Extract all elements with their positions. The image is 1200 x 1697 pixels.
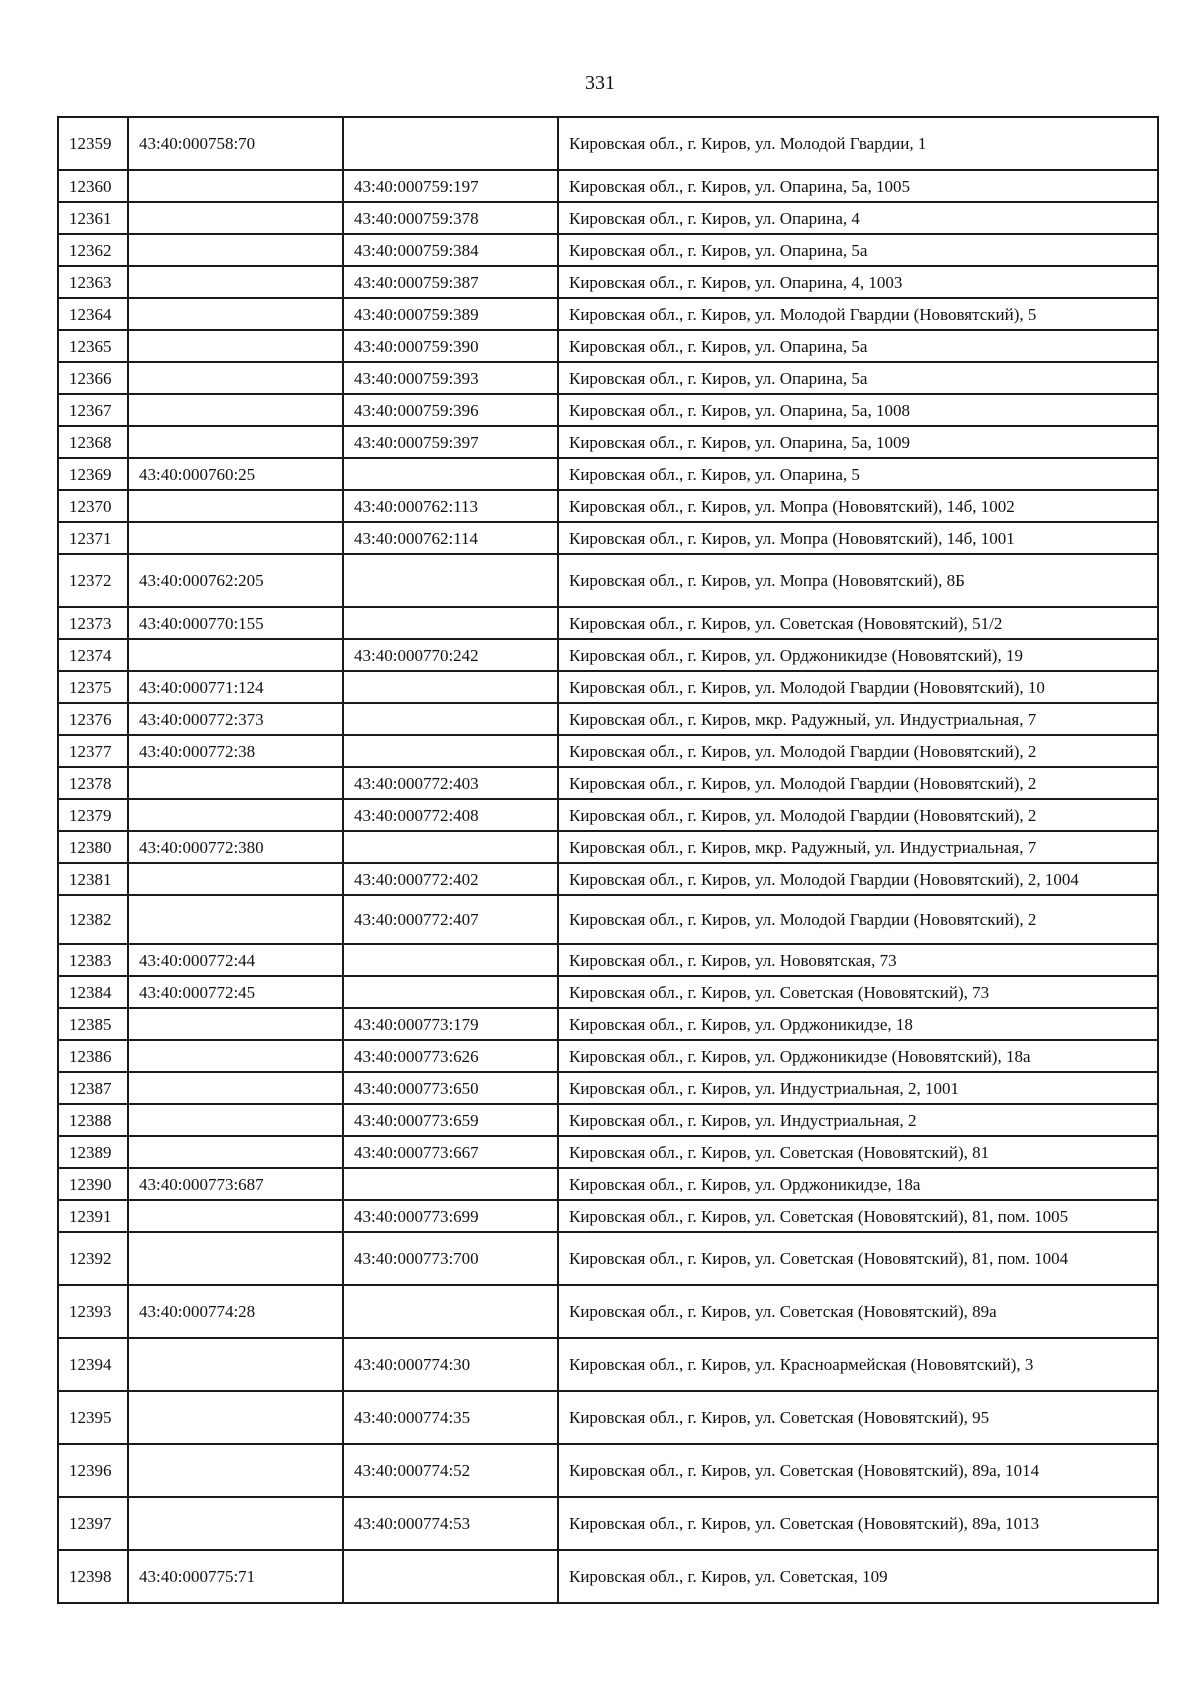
cadastral-number-cell bbox=[128, 1072, 343, 1104]
cadastral-number-cell: 43:40:000760:25 bbox=[128, 458, 343, 490]
cadastral-number-cell bbox=[128, 1008, 343, 1040]
row-number-cell: 12396 bbox=[58, 1444, 128, 1497]
cadastral-number-cell bbox=[128, 767, 343, 799]
row-number-cell: 12368 bbox=[58, 426, 128, 458]
object-cadastral-number-cell: 43:40:000772:402 bbox=[343, 863, 558, 895]
address-cell: Кировская обл., г. Киров, ул. Советская (Нововятский), 73 bbox=[558, 976, 1158, 1008]
object-cadastral-number-cell bbox=[343, 735, 558, 767]
cadastral-table bbox=[57, 116, 1159, 1604]
address-cell: Кировская обл., г. Киров, ул. Советская (Нововятский), 81, пом. 1004 bbox=[558, 1232, 1158, 1285]
address-cell: Кировская обл., г. Киров, мкр. Радужный, ул. Индустриальная, 7 bbox=[558, 831, 1158, 863]
row-number-cell: 12382 bbox=[58, 895, 128, 944]
cadastral-number-cell bbox=[128, 266, 343, 298]
table-row bbox=[58, 799, 1158, 831]
object-cadastral-number-cell: 43:40:000759:393 bbox=[343, 362, 558, 394]
object-cadastral-number-cell: 43:40:000759:387 bbox=[343, 266, 558, 298]
object-cadastral-number-cell: 43:40:000759:396 bbox=[343, 394, 558, 426]
cadastral-number-cell: 43:40:000758:70 bbox=[128, 117, 343, 170]
row-number-cell: 12362 bbox=[58, 234, 128, 266]
object-cadastral-number-cell bbox=[343, 671, 558, 703]
table-row bbox=[58, 703, 1158, 735]
row-number-cell: 12398 bbox=[58, 1550, 128, 1603]
address-cell: Кировская обл., г. Киров, ул. Молодой Гвардии (Нововятский), 5 bbox=[558, 298, 1158, 330]
table-row bbox=[58, 735, 1158, 767]
table-body bbox=[58, 117, 1158, 1603]
row-number-cell: 12373 bbox=[58, 607, 128, 639]
table-row bbox=[58, 976, 1158, 1008]
table-row bbox=[58, 1168, 1158, 1200]
table-row bbox=[58, 1232, 1158, 1285]
row-number-cell: 12361 bbox=[58, 202, 128, 234]
row-number-cell: 12380 bbox=[58, 831, 128, 863]
table-row bbox=[58, 458, 1158, 490]
object-cadastral-number-cell: 43:40:000772:407 bbox=[343, 895, 558, 944]
table-row bbox=[58, 490, 1158, 522]
address-cell: Кировская обл., г. Киров, ул. Советская (Нововятский), 51/2 bbox=[558, 607, 1158, 639]
cadastral-number-cell bbox=[128, 362, 343, 394]
object-cadastral-number-cell: 43:40:000774:52 bbox=[343, 1444, 558, 1497]
address-cell: Кировская обл., г. Киров, ул. Советская (Нововятский), 81, пом. 1005 bbox=[558, 1200, 1158, 1232]
address-cell: Кировская обл., г. Киров, ул. Нововятская, 73 bbox=[558, 944, 1158, 976]
row-number-cell: 12366 bbox=[58, 362, 128, 394]
row-number-cell: 12367 bbox=[58, 394, 128, 426]
cadastral-number-cell bbox=[128, 298, 343, 330]
object-cadastral-number-cell: 43:40:000774:53 bbox=[343, 1497, 558, 1550]
address-cell: Кировская обл., г. Киров, ул. Опарина, 5а bbox=[558, 330, 1158, 362]
cadastral-number-cell: 43:40:000772:45 bbox=[128, 976, 343, 1008]
address-cell: Кировская обл., г. Киров, ул. Мопра (Нововятский), 8Б bbox=[558, 554, 1158, 607]
table-row bbox=[58, 426, 1158, 458]
object-cadastral-number-cell: 43:40:000759:389 bbox=[343, 298, 558, 330]
table-row bbox=[58, 394, 1158, 426]
object-cadastral-number-cell: 43:40:000772:403 bbox=[343, 767, 558, 799]
address-cell: Кировская обл., г. Киров, ул. Советская (Нововятский), 95 bbox=[558, 1391, 1158, 1444]
row-number-cell: 12397 bbox=[58, 1497, 128, 1550]
cadastral-number-cell bbox=[128, 639, 343, 671]
address-cell: Кировская обл., г. Киров, ул. Советская (Нововятский), 89а bbox=[558, 1285, 1158, 1338]
object-cadastral-number-cell: 43:40:000762:113 bbox=[343, 490, 558, 522]
object-cadastral-number-cell bbox=[343, 831, 558, 863]
table-row bbox=[58, 944, 1158, 976]
address-cell: Кировская обл., г. Киров, ул. Молодой Гвардии (Нововятский), 2 bbox=[558, 799, 1158, 831]
address-cell: Кировская обл., г. Киров, ул. Опарина, 5а, 1009 bbox=[558, 426, 1158, 458]
address-cell: Кировская обл., г. Киров, ул. Орджоникидзе (Нововятский), 18а bbox=[558, 1040, 1158, 1072]
cadastral-number-cell: 43:40:000772:38 bbox=[128, 735, 343, 767]
table-row bbox=[58, 863, 1158, 895]
cadastral-number-cell bbox=[128, 522, 343, 554]
cadastral-number-cell: 43:40:000775:71 bbox=[128, 1550, 343, 1603]
table-row bbox=[58, 117, 1158, 170]
page-number: 331 bbox=[585, 72, 615, 94]
address-cell: Кировская обл., г. Киров, ул. Опарина, 4 bbox=[558, 202, 1158, 234]
table-row bbox=[58, 1200, 1158, 1232]
cadastral-number-cell: 43:40:000770:155 bbox=[128, 607, 343, 639]
cadastral-number-cell bbox=[128, 202, 343, 234]
cadastral-number-cell: 43:40:000774:28 bbox=[128, 1285, 343, 1338]
table-row bbox=[58, 607, 1158, 639]
address-cell: Кировская обл., г. Киров, ул. Опарина, 5а bbox=[558, 362, 1158, 394]
row-number-cell: 12359 bbox=[58, 117, 128, 170]
object-cadastral-number-cell bbox=[343, 1285, 558, 1338]
cadastral-number-cell: 43:40:000772:44 bbox=[128, 944, 343, 976]
table-row bbox=[58, 1008, 1158, 1040]
object-cadastral-number-cell: 43:40:000759:378 bbox=[343, 202, 558, 234]
table-row bbox=[58, 170, 1158, 202]
object-cadastral-number-cell: 43:40:000773:659 bbox=[343, 1104, 558, 1136]
object-cadastral-number-cell: 43:40:000762:114 bbox=[343, 522, 558, 554]
cadastral-number-cell bbox=[128, 1232, 343, 1285]
address-cell: Кировская обл., г. Киров, ул. Советская (Нововятский), 89а, 1013 bbox=[558, 1497, 1158, 1550]
row-number-cell: 12384 bbox=[58, 976, 128, 1008]
object-cadastral-number-cell bbox=[343, 554, 558, 607]
row-number-cell: 12389 bbox=[58, 1136, 128, 1168]
row-number-cell: 12369 bbox=[58, 458, 128, 490]
cadastral-number-cell: 43:40:000772:373 bbox=[128, 703, 343, 735]
object-cadastral-number-cell: 43:40:000773:650 bbox=[343, 1072, 558, 1104]
cadastral-number-cell bbox=[128, 1040, 343, 1072]
row-number-cell: 12394 bbox=[58, 1338, 128, 1391]
table-row bbox=[58, 1550, 1158, 1603]
row-number-cell: 12393 bbox=[58, 1285, 128, 1338]
table-row bbox=[58, 895, 1158, 944]
object-cadastral-number-cell: 43:40:000759:390 bbox=[343, 330, 558, 362]
row-number-cell: 12377 bbox=[58, 735, 128, 767]
cadastral-number-cell bbox=[128, 234, 343, 266]
row-number-cell: 12383 bbox=[58, 944, 128, 976]
row-number-cell: 12374 bbox=[58, 639, 128, 671]
table-row bbox=[58, 1285, 1158, 1338]
address-cell: Кировская обл., г. Киров, ул. Советская (Нововятский), 89а, 1014 bbox=[558, 1444, 1158, 1497]
cadastral-number-cell: 43:40:000771:124 bbox=[128, 671, 343, 703]
table-row bbox=[58, 671, 1158, 703]
object-cadastral-number-cell: 43:40:000773:699 bbox=[343, 1200, 558, 1232]
row-number-cell: 12387 bbox=[58, 1072, 128, 1104]
row-number-cell: 12390 bbox=[58, 1168, 128, 1200]
row-number-cell: 12360 bbox=[58, 170, 128, 202]
address-cell: Кировская обл., г. Киров, ул. Опарина, 5а, 1005 bbox=[558, 170, 1158, 202]
cadastral-number-cell bbox=[128, 1338, 343, 1391]
row-number-cell: 12391 bbox=[58, 1200, 128, 1232]
cadastral-number-cell: 43:40:000772:380 bbox=[128, 831, 343, 863]
cadastral-number-cell: 43:40:000773:687 bbox=[128, 1168, 343, 1200]
row-number-cell: 12365 bbox=[58, 330, 128, 362]
cadastral-number-cell bbox=[128, 490, 343, 522]
address-cell: Кировская обл., г. Киров, ул. Красноармейская (Нововятский), 3 bbox=[558, 1338, 1158, 1391]
object-cadastral-number-cell: 43:40:000774:30 bbox=[343, 1338, 558, 1391]
table-row bbox=[58, 330, 1158, 362]
cadastral-number-cell bbox=[128, 895, 343, 944]
table-row bbox=[58, 234, 1158, 266]
table-row bbox=[58, 554, 1158, 607]
address-cell: Кировская обл., г. Киров, ул. Опарина, 5а, 1008 bbox=[558, 394, 1158, 426]
object-cadastral-number-cell: 43:40:000773:667 bbox=[343, 1136, 558, 1168]
object-cadastral-number-cell bbox=[343, 703, 558, 735]
cadastral-number-cell bbox=[128, 330, 343, 362]
row-number-cell: 12371 bbox=[58, 522, 128, 554]
table-row bbox=[58, 522, 1158, 554]
row-number-cell: 12364 bbox=[58, 298, 128, 330]
cadastral-number-cell bbox=[128, 170, 343, 202]
address-cell: Кировская обл., г. Киров, ул. Молодой Гвардии, 1 bbox=[558, 117, 1158, 170]
table-row bbox=[58, 298, 1158, 330]
address-cell: Кировская обл., г. Киров, ул. Опарина, 5 bbox=[558, 458, 1158, 490]
row-number-cell: 12376 bbox=[58, 703, 128, 735]
object-cadastral-number-cell: 43:40:000759:197 bbox=[343, 170, 558, 202]
object-cadastral-number-cell: 43:40:000759:397 bbox=[343, 426, 558, 458]
table-row bbox=[58, 1497, 1158, 1550]
cadastral-number-cell bbox=[128, 1104, 343, 1136]
row-number-cell: 12386 bbox=[58, 1040, 128, 1072]
cadastral-number-cell bbox=[128, 1136, 343, 1168]
object-cadastral-number-cell: 43:40:000773:700 bbox=[343, 1232, 558, 1285]
object-cadastral-number-cell: 43:40:000773:626 bbox=[343, 1040, 558, 1072]
table-row bbox=[58, 1444, 1158, 1497]
table-row bbox=[58, 1136, 1158, 1168]
table-row bbox=[58, 1104, 1158, 1136]
row-number-cell: 12388 bbox=[58, 1104, 128, 1136]
cadastral-number-cell bbox=[128, 394, 343, 426]
address-cell: Кировская обл., г. Киров, ул. Молодой Гвардии (Нововятский), 2 bbox=[558, 767, 1158, 799]
row-number-cell: 12381 bbox=[58, 863, 128, 895]
table-row bbox=[58, 362, 1158, 394]
object-cadastral-number-cell bbox=[343, 1168, 558, 1200]
row-number-cell: 12363 bbox=[58, 266, 128, 298]
cadastral-number-cell bbox=[128, 863, 343, 895]
row-number-cell: 12379 bbox=[58, 799, 128, 831]
address-cell: Кировская обл., г. Киров, ул. Орджоникидзе, 18а bbox=[558, 1168, 1158, 1200]
row-number-cell: 12385 bbox=[58, 1008, 128, 1040]
cadastral-number-cell bbox=[128, 426, 343, 458]
object-cadastral-number-cell: 43:40:000772:408 bbox=[343, 799, 558, 831]
table-row bbox=[58, 831, 1158, 863]
row-number-cell: 12378 bbox=[58, 767, 128, 799]
address-cell: Кировская обл., г. Киров, ул. Мопра (Нововятский), 14б, 1001 bbox=[558, 522, 1158, 554]
object-cadastral-number-cell bbox=[343, 976, 558, 1008]
table-row bbox=[58, 1040, 1158, 1072]
cadastral-number-cell bbox=[128, 1497, 343, 1550]
object-cadastral-number-cell bbox=[343, 117, 558, 170]
table-row bbox=[58, 1391, 1158, 1444]
address-cell: Кировская обл., г. Киров, ул. Молодой Гвардии (Нововятский), 2, 1004 bbox=[558, 863, 1158, 895]
object-cadastral-number-cell bbox=[343, 607, 558, 639]
address-cell: Кировская обл., г. Киров, ул. Молодой Гвардии (Нововятский), 10 bbox=[558, 671, 1158, 703]
object-cadastral-number-cell bbox=[343, 1550, 558, 1603]
address-cell: Кировская обл., г. Киров, ул. Орджоникидзе (Нововятский), 19 bbox=[558, 639, 1158, 671]
table-row bbox=[58, 1072, 1158, 1104]
address-cell: Кировская обл., г. Киров, ул. Советская (Нововятский), 81 bbox=[558, 1136, 1158, 1168]
cadastral-number-cell bbox=[128, 1391, 343, 1444]
table-row bbox=[58, 202, 1158, 234]
object-cadastral-number-cell bbox=[343, 944, 558, 976]
row-number-cell: 12395 bbox=[58, 1391, 128, 1444]
address-cell: Кировская обл., г. Киров, ул. Опарина, 4, 1003 bbox=[558, 266, 1158, 298]
address-cell: Кировская обл., г. Киров, ул. Мопра (Нововятский), 14б, 1002 bbox=[558, 490, 1158, 522]
address-cell: Кировская обл., г. Киров, ул. Молодой Гвардии (Нововятский), 2 bbox=[558, 895, 1158, 944]
object-cadastral-number-cell: 43:40:000773:179 bbox=[343, 1008, 558, 1040]
table-row bbox=[58, 639, 1158, 671]
object-cadastral-number-cell bbox=[343, 458, 558, 490]
row-number-cell: 12370 bbox=[58, 490, 128, 522]
cadastral-number-cell: 43:40:000762:205 bbox=[128, 554, 343, 607]
row-number-cell: 12392 bbox=[58, 1232, 128, 1285]
cadastral-number-cell bbox=[128, 1444, 343, 1497]
row-number-cell: 12375 bbox=[58, 671, 128, 703]
address-cell: Кировская обл., г. Киров, ул. Советская, 109 bbox=[558, 1550, 1158, 1603]
object-cadastral-number-cell: 43:40:000774:35 bbox=[343, 1391, 558, 1444]
address-cell: Кировская обл., г. Киров, ул. Индустриальная, 2, 1001 bbox=[558, 1072, 1158, 1104]
object-cadastral-number-cell: 43:40:000759:384 bbox=[343, 234, 558, 266]
address-cell: Кировская обл., г. Киров, ул. Опарина, 5а bbox=[558, 234, 1158, 266]
table-row bbox=[58, 266, 1158, 298]
row-number-cell: 12372 bbox=[58, 554, 128, 607]
cadastral-number-cell bbox=[128, 1200, 343, 1232]
address-cell: Кировская обл., г. Киров, мкр. Радужный, ул. Индустриальная, 7 bbox=[558, 703, 1158, 735]
cadastral-number-cell bbox=[128, 799, 343, 831]
table-row bbox=[58, 767, 1158, 799]
address-cell: Кировская обл., г. Киров, ул. Индустриальная, 2 bbox=[558, 1104, 1158, 1136]
object-cadastral-number-cell: 43:40:000770:242 bbox=[343, 639, 558, 671]
address-cell: Кировская обл., г. Киров, ул. Молодой Гвардии (Нововятский), 2 bbox=[558, 735, 1158, 767]
address-cell: Кировская обл., г. Киров, ул. Орджоникидзе, 18 bbox=[558, 1008, 1158, 1040]
table-row bbox=[58, 1338, 1158, 1391]
